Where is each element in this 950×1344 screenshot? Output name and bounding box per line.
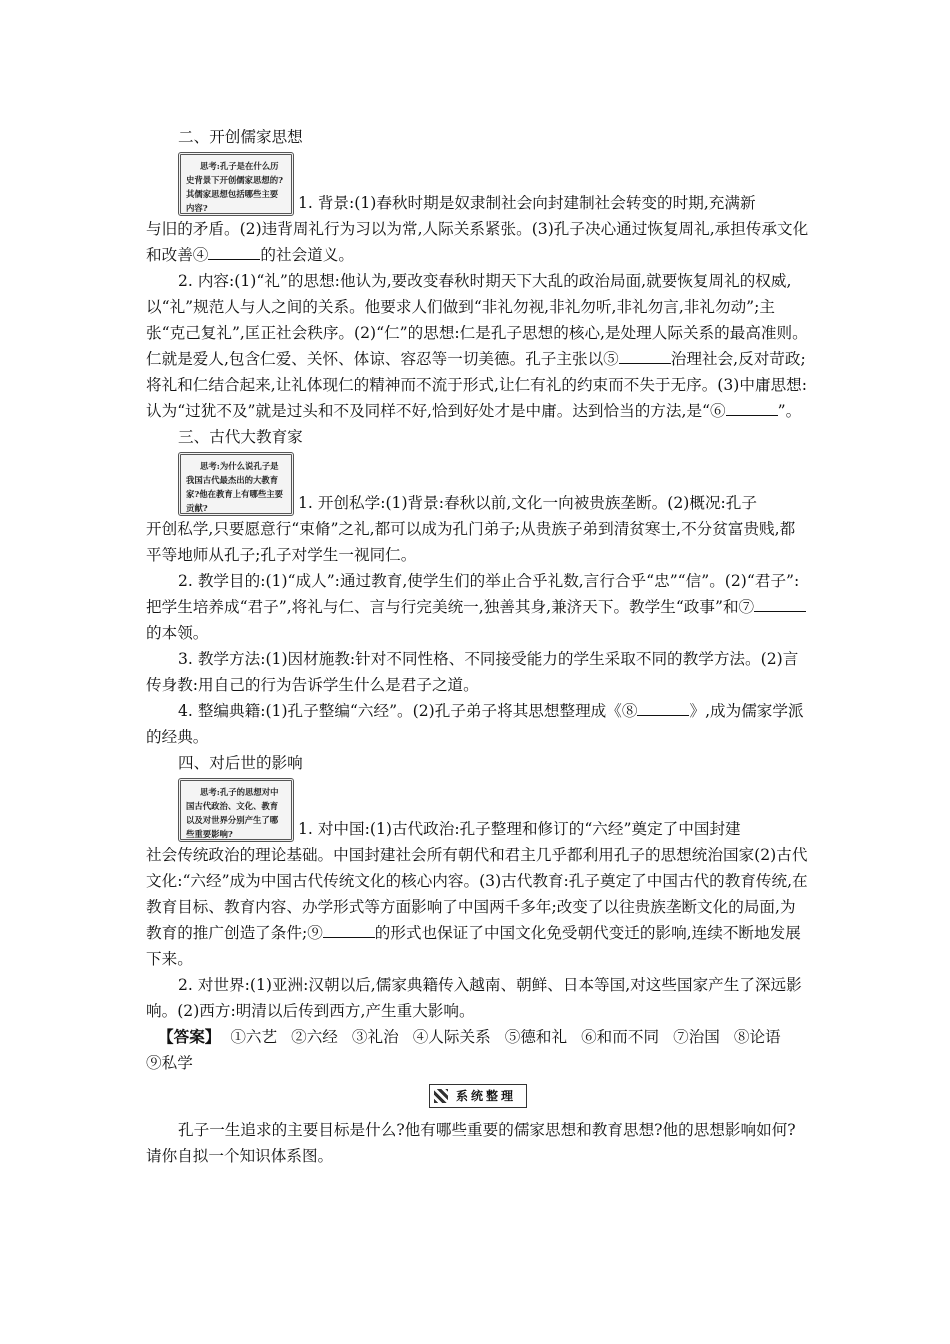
- answer-item: ④人际关系: [412, 1028, 491, 1046]
- paragraph: 开创私学,只要愿意行“束脩”之礼,都可以成为孔门弟子;从贵族子弟到清贫寒士,不分贫富贵贱,都平等地师从孔子;孔子对学生一视同仁。: [146, 520, 796, 564]
- section-heading-2: 二、开创儒家思想: [178, 128, 303, 146]
- system-label: 系统整理: [455, 1089, 516, 1103]
- answer-item: ⑧论语: [733, 1028, 781, 1046]
- paragraph: [146, 268, 810, 424]
- answer-item: ⑤德和礼: [504, 1028, 568, 1046]
- paragraph: 孔子一生追求的主要目标是什么?他有哪些重要的儒家思想和教育思想?他的思想影响如何?请你自拟一个知识体系图。: [146, 1121, 796, 1165]
- answer-tag: 【答案】: [158, 1027, 221, 1046]
- think-row-2: [146, 152, 810, 216]
- think-row-4: [146, 778, 810, 842]
- answer-item: ③礼治: [351, 1028, 399, 1046]
- section-heading-4: 四、对后世的影响: [178, 754, 303, 772]
- text: 2. 教学目的:(1)“成人”:通过教育,使学生们的举止合乎礼数,言行合乎“忠”“信”。(2)“君子”:把学生培养成“君子”,将礼与仁、言与行完美统一,独善其身,兼济天下。教学生“政事”和⑦: [146, 572, 800, 616]
- document-page: [146, 124, 810, 1169]
- answer-item: ⑥和而不同: [581, 1028, 660, 1046]
- text: 与旧的矛盾。(2)违背周礼行为习以为常,人际关系紧张。(3)孔子决心通过恢复周礼,承担传承文化和改善④: [146, 220, 809, 264]
- answer-key: [146, 1024, 810, 1076]
- text: 的本领。: [146, 624, 209, 642]
- paragraph: [146, 698, 810, 750]
- fill-blank-7[interactable]: [754, 596, 806, 612]
- paragraph-line: 1. 背景:(1)春秋时期是奴隶制社会向封建制社会转变的时期,充满新: [298, 194, 756, 212]
- answer-item: ⑦治国: [673, 1028, 720, 1046]
- think-row-3: [146, 452, 810, 516]
- text: 社会传统政治的理论基础。中国封建社会所有朝代和君主几乎都利用孔子的思想统治国家(2)古代文化:“六经”成为中国古代传统文化的核心内容。(3)古代教育:孔子奠定了中国古代的教育传统,在教育目标、教育内容、办学形式等方面影响了中国两千多年;改变了以往贵族垄断文化的局面,为教育的推广创造了条件;⑨: [146, 846, 808, 942]
- text: 的形式也保证了中国文化免受朝代变迁的影响,连续不断地发展下来。: [146, 924, 801, 968]
- paragraph-line: 1. 开创私学:(1)背景:春秋以前,文化一向被贵族垄断。(2)概况:孔子: [298, 494, 757, 512]
- system-label-box: [429, 1084, 527, 1108]
- system-section-banner: [146, 1084, 810, 1111]
- section-heading-3: 三、古代大教育家: [178, 428, 303, 446]
- fill-blank-6[interactable]: [726, 400, 778, 416]
- fill-blank-4[interactable]: [208, 244, 260, 260]
- text: ”。: [777, 402, 802, 420]
- text: 2. 内容:(1)“礼”的思想:他认为,要改变春秋时期天下大乱的政治局面,就要恢复周礼的权威,以“礼”规范人与人之间的关系。他要求人们做到“非礼勿视,非礼勿听,非礼勿言,非礼勿动”;主张“克己复礼”,匡正社会秩序。(2)“仁”的思想:仁是孔子思想的核心,是处理人际关系的最高准则。仁就是爱人,包含仁爱、关怀、体谅、容忍等一切美德。孔子主张以⑤: [146, 272, 808, 368]
- text: 》,成为儒家学派的经典。: [146, 702, 804, 746]
- fill-blank-8[interactable]: [637, 700, 689, 716]
- fill-blank-5[interactable]: [619, 348, 671, 364]
- text: 治理社会,反对苛政;将礼和仁结合起来,让礼体现仁的精神而不流于形式,让仁有礼的约束而不失于无序。(3)中庸思想:认为“过犹不及”就是过头和不及同样不好,恰到好处才是中庸。达到恰当的方法,是“⑥: [146, 350, 808, 420]
- pattern-icon: [434, 1089, 448, 1103]
- think-box-3: 思考:为什么说孔子是我国古代最杰出的大教育家?他在教育上有哪些主要贡献?: [178, 452, 294, 516]
- text: 的社会道义。: [260, 246, 354, 264]
- text: 4. 整编典籍:(1)孔子整编“六经”。(2)孔子弟子将其思想整理成《⑧: [178, 702, 638, 720]
- paragraph: 2. 对世界:(1)亚洲:汉朝以后,儒家典籍传入越南、朝鲜、日本等国,对这些国家产生了深远影响。(2)西方:明清以后传到西方,产生重大影响。: [146, 976, 802, 1020]
- paragraph: [146, 568, 810, 646]
- paragraph: 3. 教学方法:(1)因材施教:针对不同性格、不同接受能力的学生采取不同的教学方法。(2)言传身教:用自己的行为告诉学生什么是君子之道。: [146, 650, 799, 694]
- answer-item: ①六艺: [230, 1028, 278, 1046]
- paragraph: [146, 216, 810, 268]
- think-box-2: 思考:孔子是在什么历史背景下开创儒家思想的?其儒家思想包括哪些主要内容?: [178, 152, 294, 216]
- answer-item: ⑨私学: [146, 1054, 193, 1072]
- think-box-4: 思考:孔子的思想对中国古代政治、文化、教育以及对世界分别产生了哪些重要影响?: [178, 778, 294, 842]
- paragraph: [146, 842, 810, 972]
- fill-blank-9[interactable]: [323, 922, 375, 938]
- paragraph-line: 1. 对中国:(1)古代政治:孔子整理和修订的“六经”奠定了中国封建: [298, 820, 741, 838]
- answer-item: ②六经: [291, 1028, 338, 1046]
